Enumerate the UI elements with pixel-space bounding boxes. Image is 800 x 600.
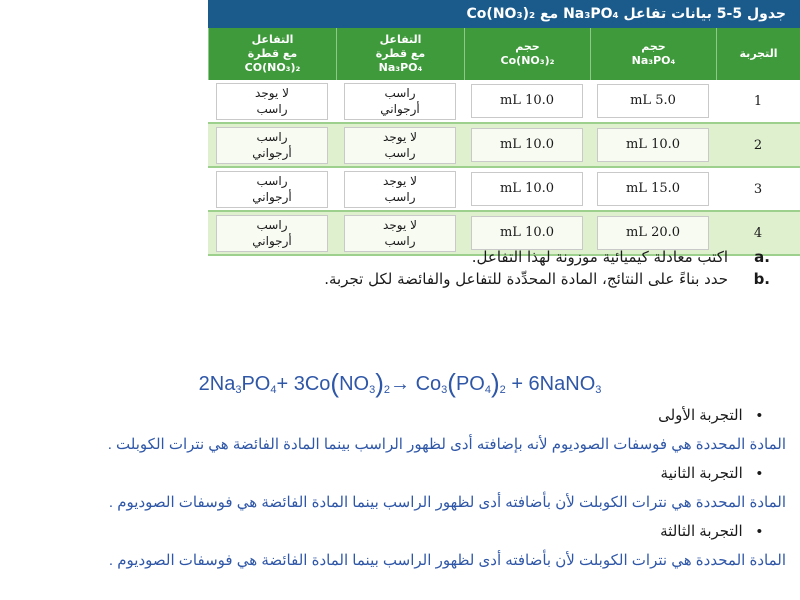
table-row (208, 80, 800, 124)
cell-co-volume: 10.0 mL (464, 124, 590, 168)
cell-reaction-na: لا يوجد راسب (336, 212, 464, 256)
cell-experiment: 2 (716, 124, 800, 168)
cell-reaction-co: راسب أرجواني (208, 212, 336, 256)
cell-reaction-na: راسب أرجواني (336, 80, 464, 124)
header-reaction-na: التفاعل مع قطرة Na₃PO₄ (336, 28, 464, 80)
question-a (210, 246, 770, 268)
cell-experiment: 1 (716, 80, 800, 124)
questions-block (210, 246, 770, 290)
cell-na-volume: 10.0 mL (590, 124, 716, 168)
bullet-icon: • (756, 465, 762, 482)
cell-reaction-na: لا يوجد راسب (336, 168, 464, 212)
cell-reaction-co: راسب أرجواني (208, 124, 336, 168)
answer-text-1: المادة المحددة هي فوسفات الصوديوم لأنه بإضافته أدى لظهور الراسب بينما المادة الفائضة هي نترات الكوبلت . (107, 436, 786, 453)
question-b (210, 268, 770, 290)
cell-reaction-na: لا يوجد راسب (336, 124, 464, 168)
bullet-icon: • (756, 407, 762, 424)
cell-reaction-co: راسب أرجواني (208, 168, 336, 212)
table-row (208, 124, 800, 168)
header-experiment: التجربة (716, 28, 800, 80)
answer-heading-1: •التجربة الأولى (658, 407, 762, 424)
cell-experiment: 3 (716, 168, 800, 212)
cell-experiment: 4 (716, 212, 800, 256)
answer-heading-2: •التجربة الثانية (660, 465, 762, 482)
answers-block (0, 400, 786, 574)
data-table-figure (208, 0, 800, 248)
header-co-volume: حجم Co(NO₃)₂ (464, 28, 590, 80)
cell-na-volume: 20.0 mL (590, 212, 716, 256)
cell-na-volume: 15.0 mL (590, 168, 716, 212)
cell-na-volume: 5.0 mL (590, 80, 716, 124)
cell-co-volume: 10.0 mL (464, 212, 590, 256)
answer-text-2: المادة المحددة هي نترات الكوبلت لأن بأضافته أدى لظهور الراسب بينما المادة الفائضة هي فوسفات الصوديوم . (108, 494, 786, 511)
reaction-data-table (208, 28, 800, 256)
table-header-row (208, 28, 800, 80)
table-row (208, 168, 800, 212)
answer-heading-3: •التجربة الثالثة (660, 523, 762, 540)
header-reaction-co: التفاعل مع قطرة CO(NO₃)₂ (208, 28, 336, 80)
question-text: حدد بناءً على النتائج، المادة المحدِّدة للتفاعل والفائضة لكل تجربة. (324, 270, 728, 288)
header-na-volume: حجم Na₃PO₄ (590, 28, 716, 80)
question-letter: a. (754, 248, 770, 266)
question-letter: b. (753, 270, 770, 288)
cell-reaction-co: لا يوجد راسب (208, 80, 336, 124)
balanced-equation: $2Na_3PO_4+ 3Co(NO_3)_2\to Co_3(PO_4)_2$ + 6NaNO$_3$ (198, 368, 602, 398)
answer-text-3: المادة المحددة هي نترات الكوبلت لأن بأضافته أدى لظهور الراسب بينما المادة الفائضة هي فوسفات الصوديوم . (108, 552, 786, 569)
cell-co-volume: 10.0 mL (464, 80, 590, 124)
question-text: اكتب معادلة كيميائية موزونة لهذا التفاعل. (471, 248, 728, 266)
bullet-icon: • (756, 523, 762, 540)
cell-co-volume: 10.0 mL (464, 168, 590, 212)
table-title: جدول 5-5 بيانات تفاعل Na₃PO₄ مع Co(NO₃)₂ (208, 0, 800, 28)
